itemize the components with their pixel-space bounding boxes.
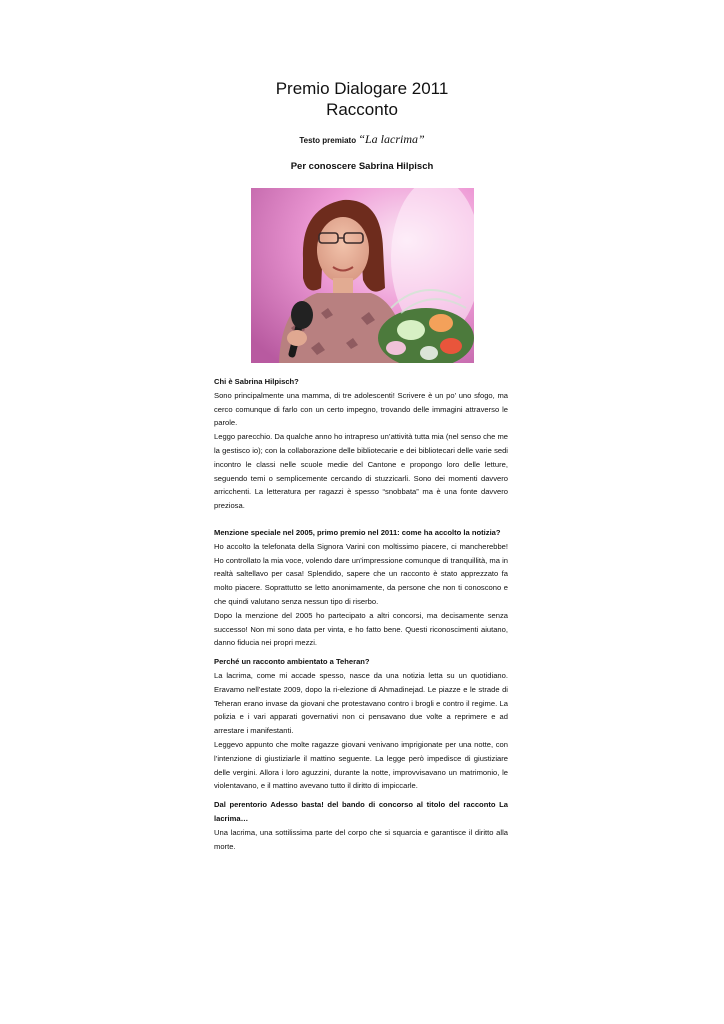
answer-1-paragraph-1: Sono principalmente una mamma, di tre adolescenti! Scrivere è un po’ uno sfogo, ma cerco comunque di farlo con un certo impegno, trovando delle immagini attraverso le parole. xyxy=(214,390,508,428)
answer-3-paragraph-1: La lacrima, come mi accade spesso, nasce da una notizia letta su un quotidiano. Eravamo nell’estate 2009, dopo la ri-elezione di Ahmadinejad. Le piazze e le strade di Teheran erano invase da giovani che protestavano contro i brogli e contro il regime. La polizia e i vari apparati governativi non ci pensavano due volte a reprimere e ad arrestare i manifestanti. xyxy=(214,670,508,736)
intro-heading: Per conoscere Sabrina Hilpisch xyxy=(290,161,434,172)
answer-2-paragraph-2: Dopo la menzione del 2005 ho partecipato a altri concorsi, ma decisamente senza successo! Non mi sono data per vinta, e ho fatto bene. Questi riconoscimenti aiutano, danno fiducia nei propri mezzi. xyxy=(214,610,508,648)
story-title: “La lacrima” xyxy=(358,132,425,146)
answer-3-paragraph-2: Leggevo appunto che molte ragazze giovani venivano imprigionate per una notte, con l’intenzione di giustiziarle il mattino seguente. La legge però impedisce di giustiziare delle vergini. Allora i loro aguzzini, durante la notte, improvvisavano un matrimonio, le violentavano, e il mattino avevano tutto il diritto di impiccarle. xyxy=(214,739,508,791)
interview-body xyxy=(214,375,508,853)
question-4: Dal perentorio Adesso basta! del bando di concorso al titolo del racconto La lacrima… xyxy=(214,800,508,823)
question-2: Menzione speciale nel 2005, primo premio nel 2011: come ha accolto la notizia? xyxy=(214,527,501,537)
title-line-1: Premio Dialogare 2011 xyxy=(275,79,449,98)
answer-4-paragraph-1: Una lacrima, una sottilissima parte del corpo che si squarcia e garantisce il diritto alla morte. xyxy=(214,827,508,851)
awarded-text-line xyxy=(0,132,724,147)
title-line-2: Racconto xyxy=(326,100,398,119)
awarded-prefix: Testo premiato xyxy=(299,136,357,145)
answer-2-paragraph-1: Ho accolto la telefonata della Signora Varini con moltissimo piacere, ci mancherebbe! Ho controllato la mia voce, volendo dare un’impressione comunque di tranquillità, ma in realtà saltellavo per casa! Splendido, sapere che un racconto è stato apprezzato fa molto piacere. Soprattutto se letto anonimamente, da persone che non ti conoscono e che quindi valutano senza nessun tipo di riserbo. xyxy=(214,541,508,606)
question-3: Perché un racconto ambientato a Teheran? xyxy=(214,657,370,667)
answer-1-paragraph-2: Leggo parecchio. Da qualche anno ho intrapreso un’attività tutta mia (nel senso che me la gestisco io); con la collaborazione delle bibliotecarie e dei bibliotecari delle varie sedi incontro le classi nelle scuole medie del Cantone e propongo loro delle letture, seguendo temi o semplicemente cercando di stuzzicarli. Sono dei momenti davvero arricchenti. La letteratura per ragazzi è spesso “snobbata” ma è una fonte davvero preziosa. xyxy=(214,432,508,511)
question-1: Chi è Sabrina Hilpisch? xyxy=(214,377,299,386)
document-title xyxy=(0,78,724,120)
author-photo xyxy=(251,188,474,363)
